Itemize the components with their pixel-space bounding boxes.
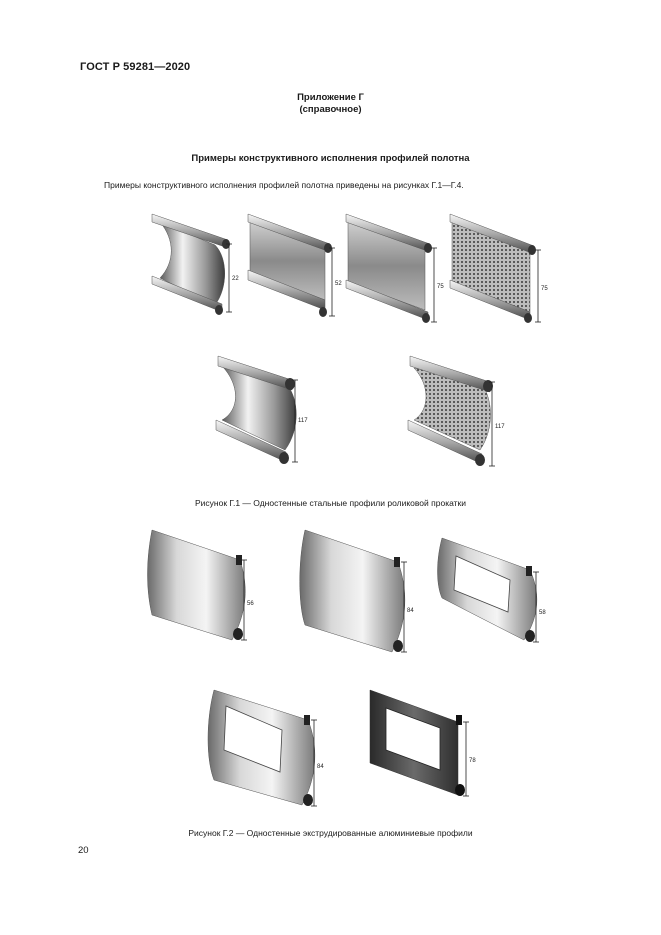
aluminium-profile-window-58 bbox=[438, 538, 537, 642]
aluminium-profile-window-84 bbox=[208, 690, 315, 806]
aluminium-profile-56 bbox=[148, 530, 246, 640]
steel-profile-22 bbox=[152, 214, 230, 315]
dim-label-52: 52 bbox=[335, 281, 342, 287]
dim-label-22: 22 bbox=[232, 276, 239, 282]
dim-label-78: 78 bbox=[469, 758, 476, 764]
steel-profile-117 bbox=[216, 356, 296, 464]
dim-label-75b: 75 bbox=[541, 286, 548, 292]
dim-label-117b: 117 bbox=[495, 424, 505, 430]
standard-id: ГОСТ Р 59281—2020 bbox=[80, 61, 191, 73]
steel-profile-75 bbox=[346, 214, 432, 323]
dim-label-84b: 84 bbox=[317, 764, 324, 770]
annex-subtitle: (справочное) bbox=[299, 104, 362, 115]
dim-label-75a: 75 bbox=[437, 284, 444, 290]
aluminium-profile-dark-78 bbox=[370, 690, 465, 796]
steel-profile-52 bbox=[248, 214, 332, 317]
dim-label-117a: 117 bbox=[298, 418, 308, 424]
aluminium-profile-84 bbox=[300, 530, 405, 652]
section-title: Примеры конструктивного исполнения профилей полотна bbox=[191, 153, 470, 164]
figure1-caption: Рисунок Г.1 — Одностенные стальные профили роликовой прокатки bbox=[194, 498, 467, 508]
figure2-caption: Рисунок Г.2 — Одностенные экструдированные алюминиевые профили bbox=[188, 828, 473, 838]
steel-profile-perforated-117 bbox=[408, 356, 493, 466]
dim-label-58: 58 bbox=[539, 610, 546, 616]
dim-label-84a: 84 bbox=[407, 608, 414, 614]
section-intro: Примеры конструктивного исполнения профилей полотна приведены на рисунках Г.1—Г.4. bbox=[104, 180, 464, 190]
annex-title: Приложение Г bbox=[297, 92, 364, 103]
page-number: 20 bbox=[78, 845, 89, 856]
dim-label-56: 56 bbox=[247, 601, 254, 607]
steel-profile-perforated-75 bbox=[450, 214, 536, 323]
